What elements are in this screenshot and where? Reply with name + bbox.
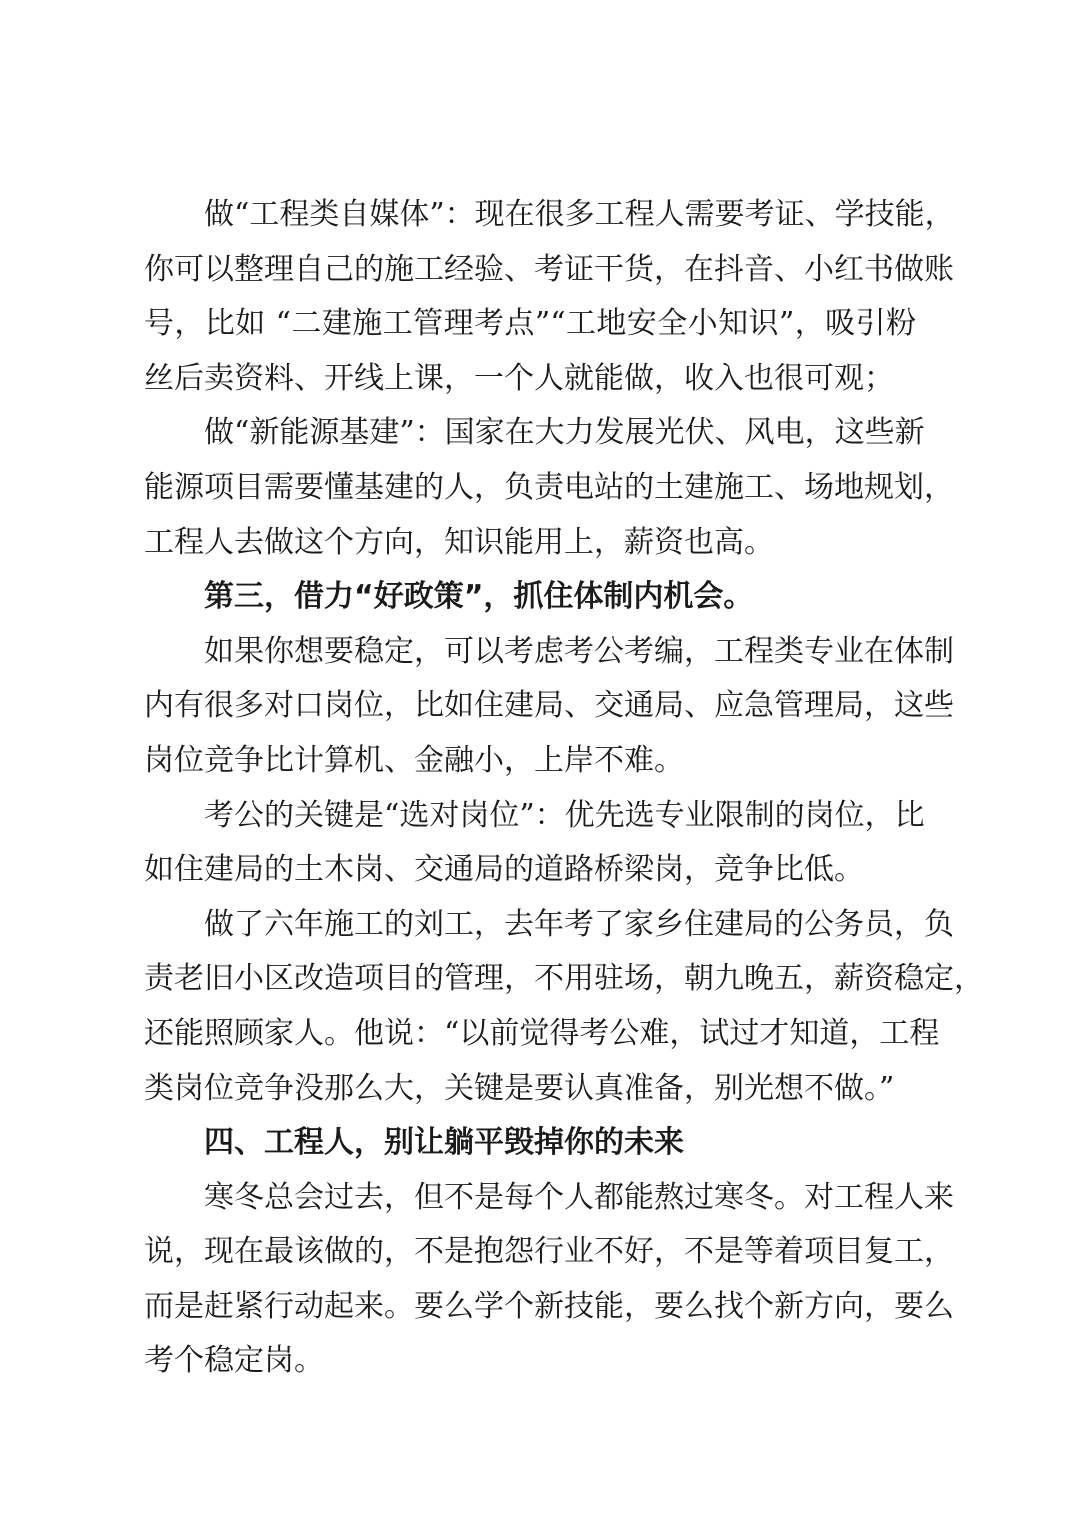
paragraph-line: 还能照顾家人。他说：“以前觉得考公难，试过才知道，工程 [144, 1015, 940, 1051]
paragraph-line: 工程人去做这个方向，知识能用上，薪资也高。 [144, 524, 774, 560]
paragraph-line: 寒冬总会过去，但不是每个人都能熬过寒冬。对工程人来 [204, 1179, 954, 1215]
paragraph-line: 说，现在最该做的，不是抱怨行业不好，不是等着项目复工， [144, 1234, 954, 1270]
paragraph-liu [144, 898, 984, 1116]
paragraph-line: 如果你想要稳定，可以考虑考公考编，工程类专业在体制 [204, 633, 954, 669]
heading-third [144, 570, 916, 625]
paragraph-key-position [144, 789, 925, 898]
section-heading: 第三，借力“好政策”，抓住体制内机会。 [204, 579, 754, 615]
paragraph-line: 能源项目需要懂基建的人，负责电站的土建施工、场地规划， [144, 469, 954, 505]
heading-four [144, 1116, 916, 1171]
paragraph-line: 丝后卖资料、开线上课，一个人就能做，收入也很可观； [144, 360, 894, 396]
document-page [144, 188, 984, 1389]
paragraph-self-media [144, 188, 955, 406]
paragraph-line: 岗位竞争比计算机、金融小，上岸不难。 [144, 742, 684, 778]
body-text [144, 188, 984, 1389]
paragraph-line: 责老旧小区改造项目的管理，不用驻场，朝九晚五，薪资稳定， [144, 961, 984, 997]
paragraph-line: 你可以整理自己的施工经验、考证干货，在抖音、小红书做账 [144, 251, 954, 287]
section-heading: 四、工程人，别让躺平毁掉你的未来 [204, 1125, 684, 1161]
paragraph-line: 类岗位竞争没那么大，关键是要认真准备，别光想不做。” [144, 1070, 895, 1106]
paragraph-line: 如住建局的土木岗、交通局的道路桥梁岗，竞争比低。 [144, 852, 864, 888]
paragraph-line: 做了六年施工的刘工，去年考了家乡住建局的公务员，负 [204, 906, 954, 942]
paragraph-line: 考个稳定岗。 [144, 1343, 324, 1379]
paragraph-line: 号，比如 “二建施工管理考点”“工地安全小知识”，吸引粉 [144, 306, 916, 342]
paragraph-line: 内有很多对口岗位，比如住建局、交通局、应急管理局，这些 [144, 688, 954, 724]
paragraph-winter [144, 1171, 954, 1389]
paragraph-new-energy [144, 406, 954, 570]
paragraph-line: 而是赶紧行动起来。要么学个新技能，要么找个新方向，要么 [144, 1288, 954, 1324]
paragraph-civil-service [144, 625, 954, 789]
paragraph-line: 做“工程类自媒体”：现在很多工程人需要考证、学技能， [204, 197, 955, 232]
paragraph-line: 做“新能源基建”：国家在大力发展光伏、风电，这些新 [204, 415, 925, 451]
paragraph-line: 考公的关键是“选对岗位”：优先选专业限制的岗位，比 [204, 797, 925, 833]
